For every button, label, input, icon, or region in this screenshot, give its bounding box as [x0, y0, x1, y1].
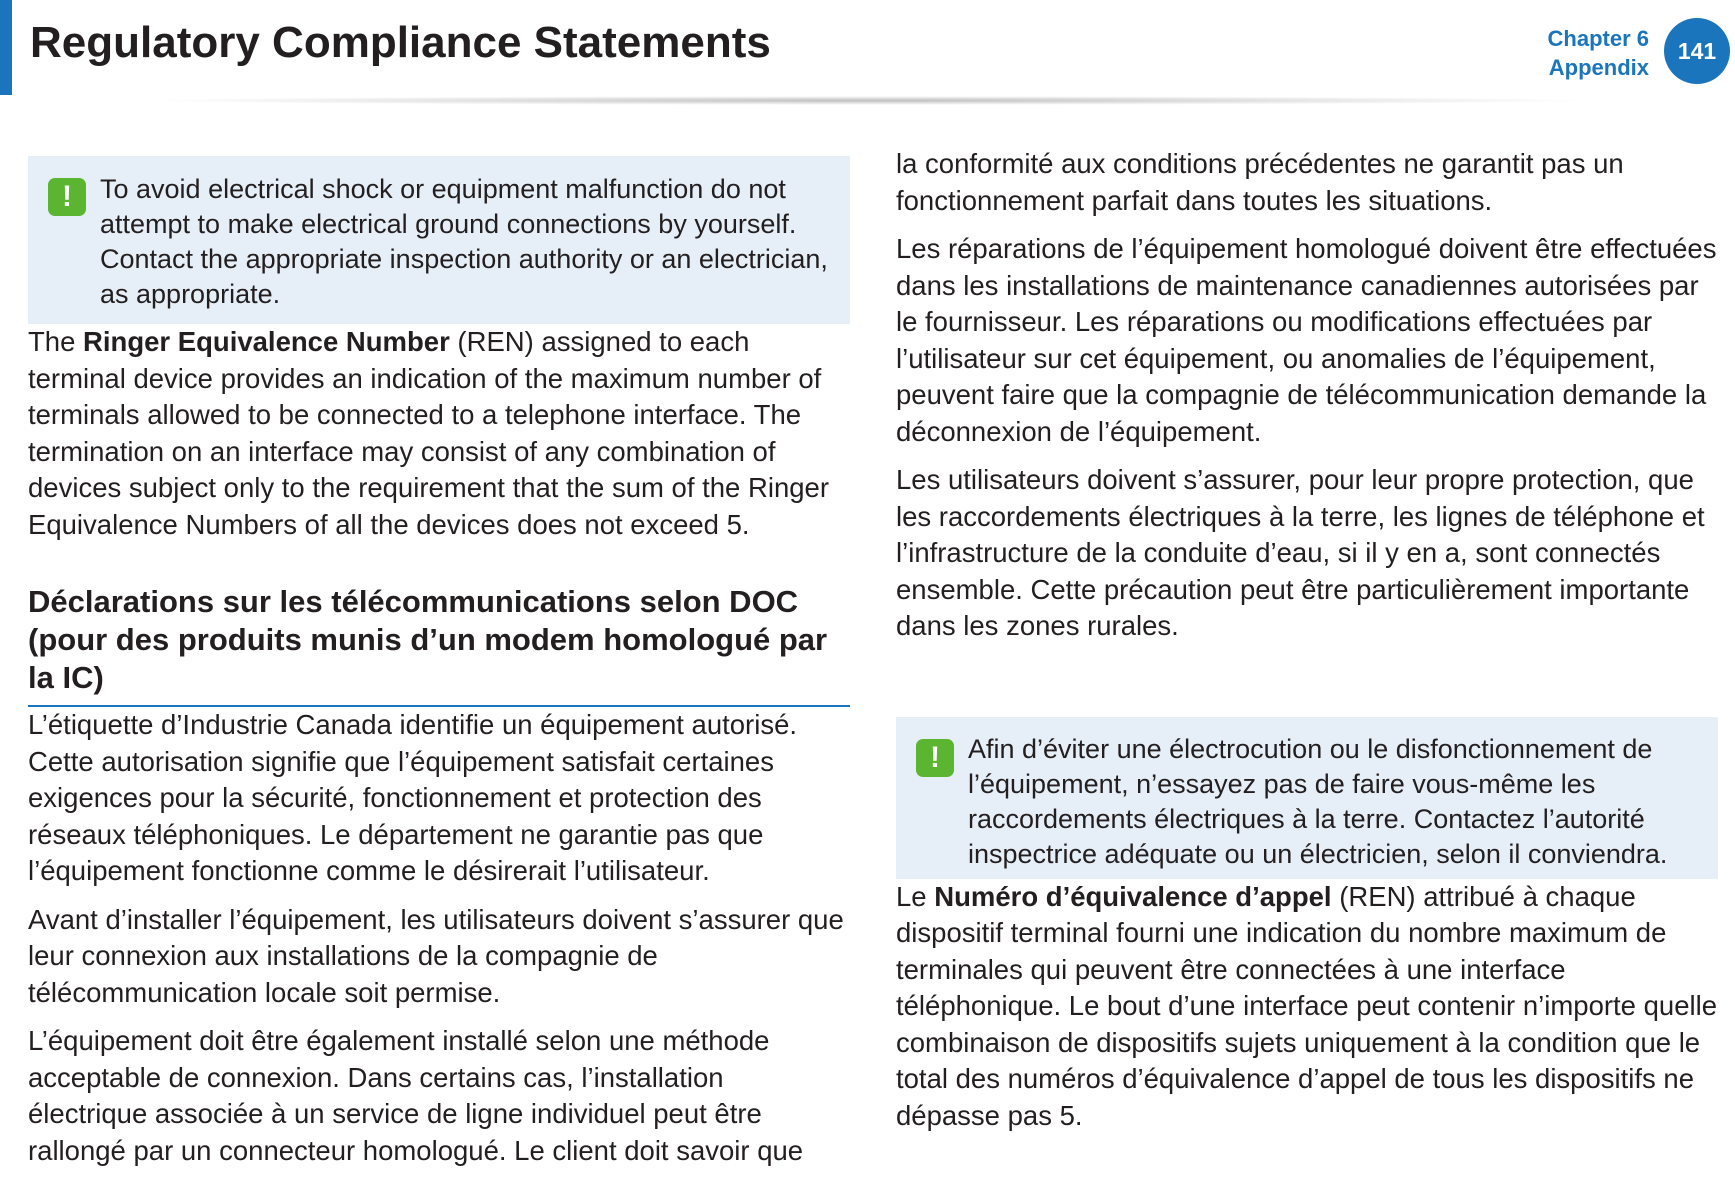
title-accent-bar [0, 0, 12, 95]
page-title: Regulatory Compliance Statements [30, 18, 771, 67]
warning-note [28, 156, 850, 324]
ren-description: (REN) assigned to each terminal device provides an indication of the maximum number of terminals allowed to be connected to a telephone interface. The termination on an interface may consist of any combination of devices subject only to the requirement that the sum of the Ringer Equivalence Numbers of all the devices does not exceed 5. [28, 326, 829, 540]
ren-term: Ringer Equivalence Number [83, 326, 450, 357]
paragraph-connection-method: L’équipement doit être également installé selon une méthode acceptable de connexion. Dans certains cas, l’installation électrique associée à un service de ligne individuel peut être rallongé par un connecteur homologué. Le client doit savoir que [28, 1025, 804, 1166]
paragraph-installation: Avant d’installer l’équipement, les utilisateurs doivent s’assurer que leur connexion aux installations de la compagnie de télécommunication locale soit permise. [28, 903, 844, 1008]
ren-intro: The [28, 326, 84, 357]
right-column [896, 146, 1718, 1146]
paragraph-conformity: la conformité aux conditions précédentes ne garantit pas un fonctionnement parfait dans toutes les situations. [896, 148, 1624, 216]
ren-intro-french: Le [896, 880, 935, 912]
chapter-label [1548, 24, 1649, 82]
left-column [28, 150, 850, 1181]
paragraph-repairs: Les réparations de l’équipement homologué doivent être effectuées dans les installations de maintenance canadiennes autorisées par le fournisseur. Les réparations ou modifications effectuées par l’utilisateur sur cet équipement, ou anomalies de l’équipement, peuvent faire que la compagnie de télécommunication demande la déconnexion de l’équipement. [896, 233, 1717, 447]
ren-description-french: (REN) attribué à chaque dispositif terminal fourni une indication du nombre maximum de terminales qui peuvent être connectées à une interface téléphonique. Le bout d’une interface peut contenir n’importe quelle combinaison de dispositifs sujets uniquement à la condition que le total des numéros d’équivalence d’appel de tous les dispositifs ne dépasse pas 5. [896, 880, 1717, 1131]
chapter-section: Appendix [1548, 55, 1649, 80]
warning-text: To avoid electrical shock or equipment malfunction do not attempt to make electrical ground connections by yourself. Contact the appropriate inspection authority or an electrician, as appropriate. [100, 174, 828, 309]
chapter-number: Chapter 6 [1547, 26, 1649, 51]
paragraph-grounding: Les utilisateurs doivent s’assurer, pour leur propre protection, que les raccordements électriques à la terre, les lignes de téléphone et l’infrastructure de la conduite d’eau, si il y en a, sont connectés ensemble. Cette précaution peut être particulièrement importante dans les zones rurales. [896, 464, 1705, 641]
header-divider [140, 96, 1600, 105]
ren-paragraph-french [896, 879, 1718, 1135]
paragraph-ic-label: L’étiquette d’Industrie Canada identifie un équipement autorisé. Cette autorisation signifie que l’équipement satisfait certaines exigences pour la sécurité, fonctionnement et protection des réseaux téléphoniques. Le département ne garantie pas que l’équipement fonctionne comme le désirerait l’utilisateur. [28, 709, 798, 886]
warning-note-french [896, 717, 1718, 879]
ren-term-french: Numéro d’équivalence d’appel [934, 880, 1332, 912]
warning-text-french: Afin d’éviter une électrocution ou le disfonctionnement de l’équipement, n’essayez pas de faire vous-même les raccordements électriques à la terre. Contactez l’autorité inspectrice adéquate ou un électricien, selon il conviendra. [968, 733, 1668, 869]
section-heading: Déclarations sur les télécommunications selon DOC (pour des produits munis d’un modem homologué par la IC) [28, 583, 850, 707]
ren-paragraph [28, 324, 850, 543]
warning-icon: ! [48, 178, 86, 216]
page-number-badge: 141 [1664, 18, 1730, 84]
warning-icon: ! [916, 739, 954, 777]
